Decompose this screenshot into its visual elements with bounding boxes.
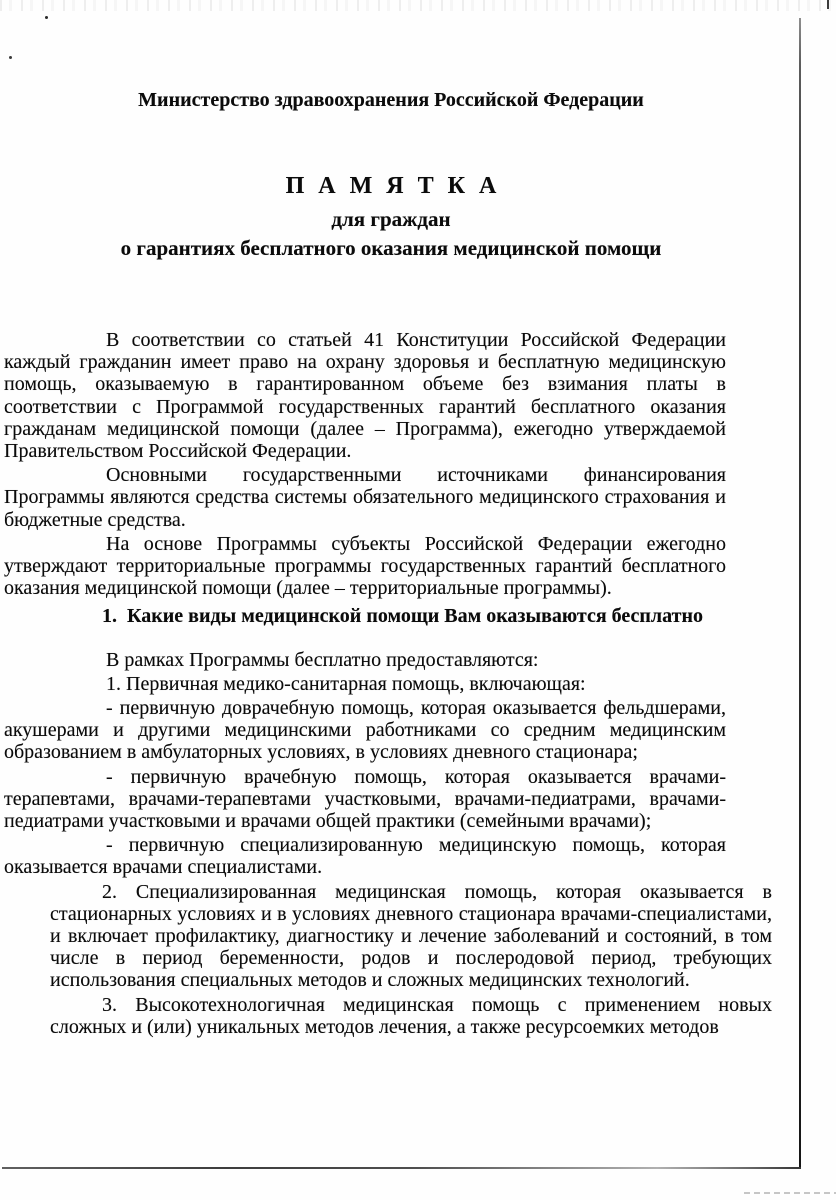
paragraph: - первичную специализированную медицинскую помощь, которая оказывается врачами специалистами. xyxy=(4,834,726,879)
ministry-header: Министерство здравоохранения Российской Федерации xyxy=(138,89,644,111)
document-subtitle-line2: о гарантиях бесплатного оказания медицинской помощи xyxy=(120,236,662,260)
page-edge-vertical-line xyxy=(799,18,801,1169)
scan-edge-tick xyxy=(827,0,829,9)
paragraph: 2. Специализированная медицинская помощь, которая оказывается в стационарных условиях и в условиях дневного стационара врачами-специалистами, и включает профилактику, диагностику и лечение заболеваний и состояний, в том числе в период беременности, родов и послеродовой период, требующих использования специальных методов и сложных медицинских технологий. xyxy=(50,880,772,992)
paragraph: В рамках Программы бесплатно предоставляются: xyxy=(106,648,539,671)
paragraph: 3. Высокотехнологичная медицинская помощь с применением новых сложных и (или) уникальных методов лечения, а также ресурсоемких методов xyxy=(50,993,772,1038)
paragraph: На основе Программы субъекты Российской Федерации ежегодно утверждают территориальные программы государственных гарантий бесплатного оказания медицинской помощи (далее – территориальные программы). xyxy=(4,532,726,600)
document-subtitle-line1: для граждан xyxy=(331,207,451,231)
document-title: ПАМЯТКА xyxy=(285,173,511,199)
scan-speck xyxy=(45,16,48,19)
paragraph: 1. Первичная медико-санитарная помощь, включающая: xyxy=(106,672,586,695)
section-heading: 1. Какие виды медицинской помощи Вам оказываются бесплатно xyxy=(102,605,703,628)
scan-smudge-line xyxy=(744,1192,836,1194)
document-content xyxy=(0,88,772,1040)
scan-speck xyxy=(9,56,12,59)
document-body xyxy=(4,329,772,1038)
page-edge-horizontal-line xyxy=(2,1167,801,1169)
paragraph: В соответствии со статьей 41 Конституции Российской Федерации каждый гражданин имеет право на охрану здоровья и бесплатную медицинскую помощь, оказываемую в гарантированном объеме без взимания платы в соответствии с Программой государственных гарантий бесплатного оказания гражданам медицинской помощи (далее – Программа), ежегодно утверждаемой Правительством Российской Федерации. xyxy=(4,329,726,463)
paragraph: - первичную врачебную помощь, которая оказывается врачами-терапевтами, врачами-терапевтами участковыми, врачами-педиатрами, врачами-педиатрами участковыми и врачами общей практики (семейными врачами); xyxy=(4,765,726,833)
paragraph: - первичную доврачебную помощь, которая оказывается фельдшерами, акушерами и другими медицинскими работниками со средним медицинским образованием в амбулаторных условиях, в условиях дневного стационара; xyxy=(4,697,726,764)
paragraph: Основными государственными источниками финансирования Программы являются средства системы обязательного медицинского страхования и бюджетные средства. xyxy=(4,464,726,531)
scan-noise-band xyxy=(0,0,836,11)
